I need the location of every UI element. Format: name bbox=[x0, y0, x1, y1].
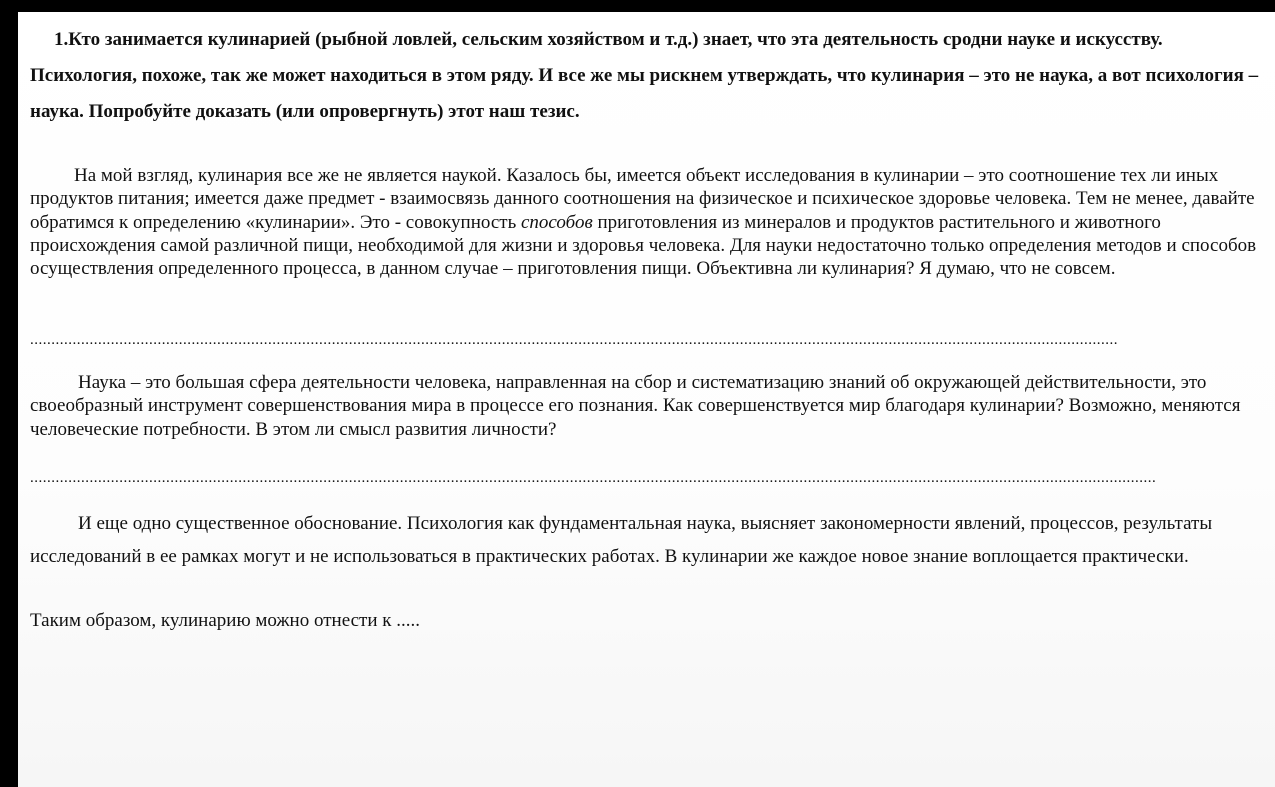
question-text bbox=[30, 22, 1260, 130]
dotted-separator-1: ................................................................................................................................................................................................................................................................ bbox=[30, 332, 1118, 348]
question-body: 1.Кто занимается кулинарией (рыбной ловлей, сельским хозяйством и т.д.) знает, что эта деятельность сродни науке и искусству. Психология, похоже, так же может находиться в этом ряду. И все же мы рискнем утверждать, что кулинария – это не наука, а вот психология – наука. Попробуйте доказать (или опровергнуть) этот наш тезис. bbox=[30, 29, 1259, 122]
paragraph-2-body: Наука – это большая сфера деятельности человека, направленная на сбор и систематизацию знаний об окружающей действительности, это своеобразный инструмент совершенствования мира в процессе его познания. Как совершенствуется мир благодаря кулинарии? Возможно, меняются человеческие потребности. В этом ли смысл развития личности? bbox=[30, 372, 1241, 440]
paragraph-1-italic-word: способов bbox=[521, 211, 593, 233]
answer-paragraph-2 bbox=[30, 371, 1262, 441]
document-page bbox=[18, 12, 1275, 787]
conclusion-line: Таким образом, кулинарию можно отнести к ..... bbox=[30, 610, 420, 631]
paragraph-1-part-2: приготовления из минералов и продуктов растительного и животного происхождения самой различной пищи, необходимой для жизни и здоровья человека. Для науки недостаточно только определения методов и способов осуществления определенного процесса, в данном случае – приготовления пищи. Объективна ли кулинария? Я думаю, что не совсем. bbox=[30, 211, 1257, 280]
answer-paragraph-1 bbox=[30, 164, 1262, 280]
paragraph-3-body: И еще одно существенное обоснование. Психология как фундаментальная наука, выясняет закономерности явлений, процессов, результаты исследований в ее рамках могут и не использоваться в практических работах. В кулинарии же каждое новое знание воплощается практически. bbox=[30, 513, 1213, 567]
answer-paragraph-3 bbox=[30, 507, 1262, 573]
paragraph-1-part-1: На мой взгляд, кулинария все же не является наукой. Казалось бы, имеется объект исследования в кулинарии – это соотношение тех ли иных продуктов питания; имеется даже предмет - взаимосвязь данного соотношения на физическое и психическое здоровье человека. Тем не менее, давайте обратимся к определению «кулинарии». Это - совокупность bbox=[30, 165, 1255, 233]
dotted-separator-2: ......................................................................................................................................................................................................................................................................... bbox=[30, 470, 1157, 486]
